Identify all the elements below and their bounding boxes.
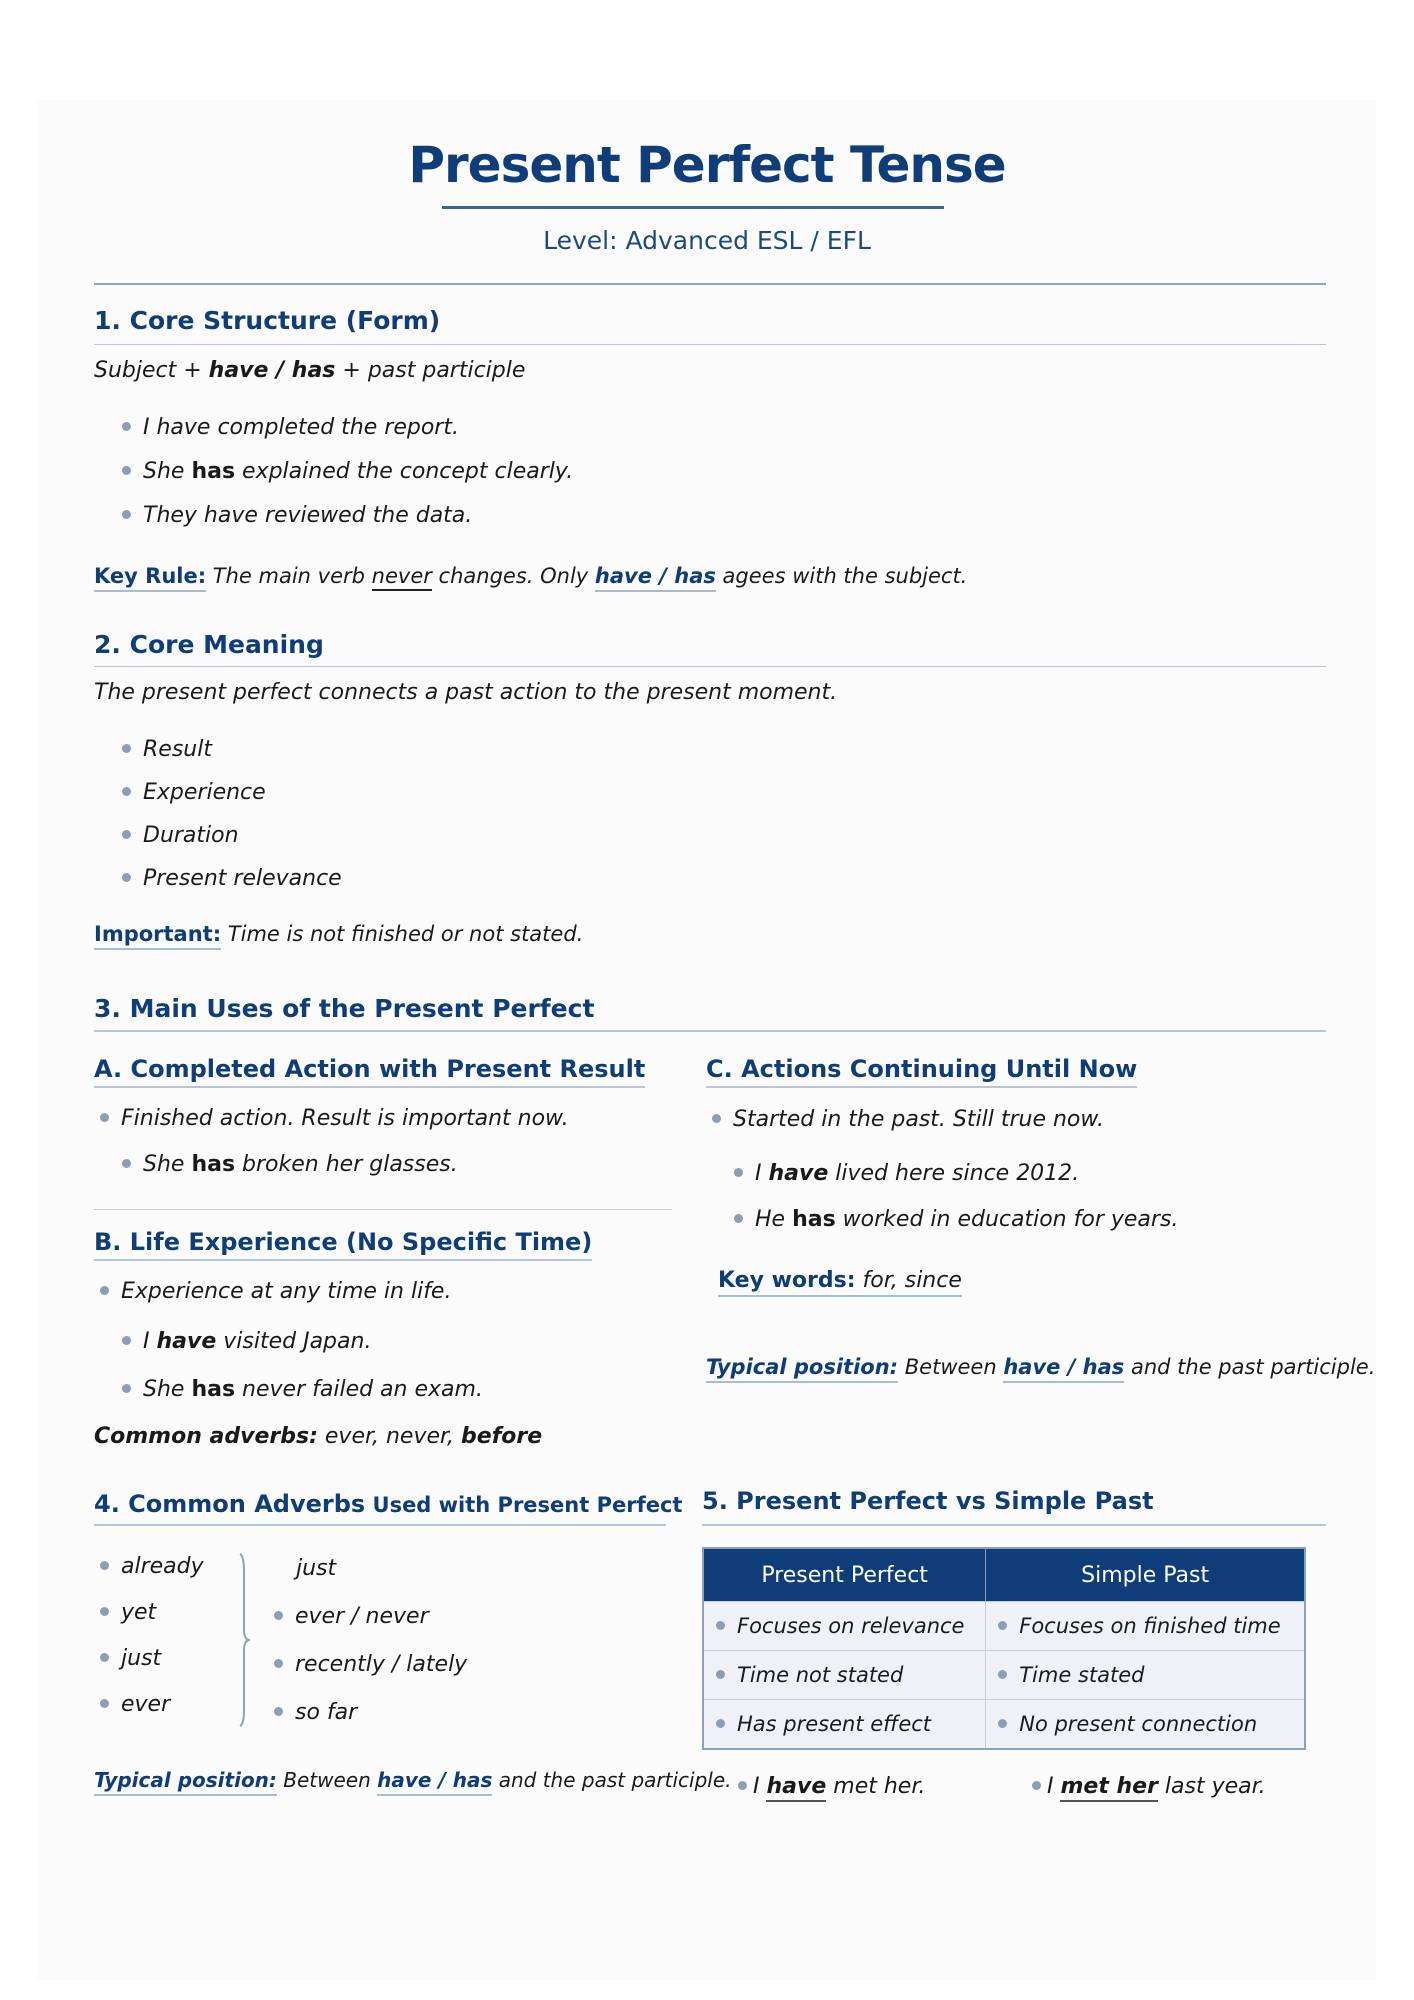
- column-header-simple-past: Simple Past: [986, 1548, 1305, 1602]
- bullet-icon: [998, 1670, 1007, 1679]
- meaning-intro: The present perfect connects a past action to the present moment.: [94, 680, 838, 705]
- use-c-point: Started in the past. Still true now.: [712, 1107, 1104, 1132]
- key-rule-label: Key Rule:: [94, 564, 206, 592]
- section-2-heading: 2. Core Meaning: [94, 630, 324, 659]
- adverb-item: recently / lately: [274, 1652, 467, 1677]
- list-item: I have completed the report.: [122, 415, 459, 440]
- common-adverbs-note: Common adverbs: ever, never, before: [94, 1424, 543, 1449]
- section-3-heading: 3. Main Uses of the Present Perfect: [94, 994, 595, 1023]
- formula-rest: + past participle: [335, 358, 526, 383]
- bullet-icon: [274, 1611, 283, 1620]
- header-divider: [94, 283, 1326, 285]
- list-item: They have reviewed the data.: [122, 503, 472, 528]
- title-underline: [442, 206, 944, 209]
- section-1-rule: [94, 344, 1326, 345]
- section-4-heading: 4. Common Adverbs Used with Present Perfect: [94, 1490, 683, 1518]
- adverb-item: ever / never: [274, 1604, 429, 1629]
- underlined-never: never: [372, 564, 432, 591]
- list-item: I have visited Japan.: [122, 1329, 371, 1354]
- page-subtitle: Level: Advanced ESL / EFL: [543, 226, 871, 255]
- comparison-table: [702, 1547, 1306, 1750]
- table-header-row: [703, 1548, 1305, 1602]
- bullet-icon: [100, 1653, 109, 1662]
- bullet-icon: [100, 1699, 109, 1708]
- typical-position-adverbs: Typical position: Between have / has and the past participle.: [94, 1768, 732, 1792]
- example-simple-past: I met her last year.: [1032, 1774, 1266, 1799]
- key-words-note: Key words: for, since: [718, 1268, 962, 1293]
- adverb-item: just: [100, 1646, 161, 1671]
- list-item: Result: [122, 737, 212, 762]
- bullet-icon: [122, 1384, 131, 1393]
- bullet-icon: [122, 787, 131, 796]
- table-cell: Has present effect: [703, 1700, 986, 1750]
- section-2-rule: [94, 666, 1326, 667]
- bullet-icon: [716, 1621, 725, 1630]
- list-item: She has never failed an exam.: [122, 1377, 483, 1402]
- column-header-present-perfect: Present Perfect: [703, 1548, 986, 1602]
- bullet-icon: [122, 873, 131, 882]
- section-5-rule: [702, 1524, 1326, 1526]
- typical-position-c: Typical position: Between have / has and the past participle.: [706, 1355, 1375, 1379]
- adverb-item: yet: [100, 1600, 156, 1625]
- important-label: Important:: [94, 922, 221, 950]
- important-note: Important: Time is not finished or not stated.: [94, 922, 583, 946]
- list-item: He has worked in education for years.: [734, 1207, 1178, 1232]
- bullet-icon: [100, 1286, 109, 1295]
- bullet-icon: [122, 510, 131, 519]
- bullet-icon: [122, 466, 131, 475]
- bullet-icon: [734, 1214, 743, 1223]
- adverb-item: just: [296, 1556, 337, 1581]
- bullet-icon: [122, 422, 131, 431]
- bullet-icon: [100, 1113, 109, 1122]
- table-row: [703, 1700, 1305, 1750]
- adverb-item: so far: [274, 1700, 357, 1725]
- formula-auxiliary: have / has: [208, 358, 336, 383]
- bullet-icon: [274, 1659, 283, 1668]
- bullet-icon: [716, 1670, 725, 1679]
- use-b-point: Experience at any time in life.: [100, 1279, 451, 1304]
- use-b-heading: B. Life Experience (No Specific Time): [94, 1228, 592, 1261]
- use-c-heading: C. Actions Continuing Until Now: [706, 1055, 1137, 1088]
- bullet-icon: [734, 1168, 743, 1177]
- table-cell: Time stated: [986, 1651, 1305, 1700]
- list-item: She has broken her glasses.: [122, 1152, 458, 1177]
- bullet-icon: [998, 1621, 1007, 1630]
- section-3-rule: [94, 1030, 1326, 1032]
- list-item: She has explained the concept clearly.: [122, 459, 573, 484]
- adverb-item: already: [100, 1554, 204, 1579]
- formula-subject: Subject +: [94, 358, 209, 383]
- bullet-icon: [738, 1781, 747, 1790]
- use-a-divider: [94, 1209, 672, 1210]
- bullet-icon: [712, 1114, 721, 1123]
- table-row: [703, 1651, 1305, 1700]
- structure-formula: [94, 358, 525, 383]
- section-1-heading: 1. Core Structure (Form): [94, 306, 441, 335]
- list-item: Experience: [122, 780, 266, 805]
- table-cell: Focuses on relevance: [703, 1602, 986, 1651]
- bullet-icon: [122, 1336, 131, 1345]
- bullet-icon: [998, 1719, 1007, 1728]
- use-a-heading: A. Completed Action with Present Result: [94, 1055, 645, 1088]
- bullet-icon: [122, 1159, 131, 1168]
- bullet-icon: [1032, 1781, 1041, 1790]
- adverb-item: ever: [100, 1692, 170, 1717]
- table-cell: Time not stated: [703, 1651, 986, 1700]
- table-row: [703, 1602, 1305, 1651]
- bullet-icon: [716, 1719, 725, 1728]
- section-5-heading: 5. Present Perfect vs Simple Past: [702, 1487, 1154, 1515]
- use-a-point: Finished action. Result is important now.: [100, 1106, 569, 1131]
- brace-icon: [238, 1552, 252, 1728]
- key-rule: Key Rule: The main verb never changes. Only have / has agees with the subject.: [94, 564, 967, 588]
- bullet-icon: [100, 1561, 109, 1570]
- highlight-have-has: have / has: [595, 564, 716, 592]
- bullet-icon: [122, 830, 131, 839]
- list-item: Present relevance: [122, 866, 342, 891]
- table-cell: No present connection: [986, 1700, 1305, 1750]
- table-cell: Focuses on finished time: [986, 1602, 1305, 1651]
- list-item: I have lived here since 2012.: [734, 1161, 1079, 1186]
- section-4-rule: [94, 1524, 666, 1526]
- bullet-icon: [100, 1607, 109, 1616]
- bullet-icon: [122, 744, 131, 753]
- bullet-icon: [274, 1707, 283, 1716]
- list-item: Duration: [122, 823, 239, 848]
- example-present-perfect: I have met her.: [738, 1774, 925, 1799]
- page-title: Present Perfect Tense: [408, 136, 1006, 194]
- key-words-label: Key words:: [718, 1268, 856, 1297]
